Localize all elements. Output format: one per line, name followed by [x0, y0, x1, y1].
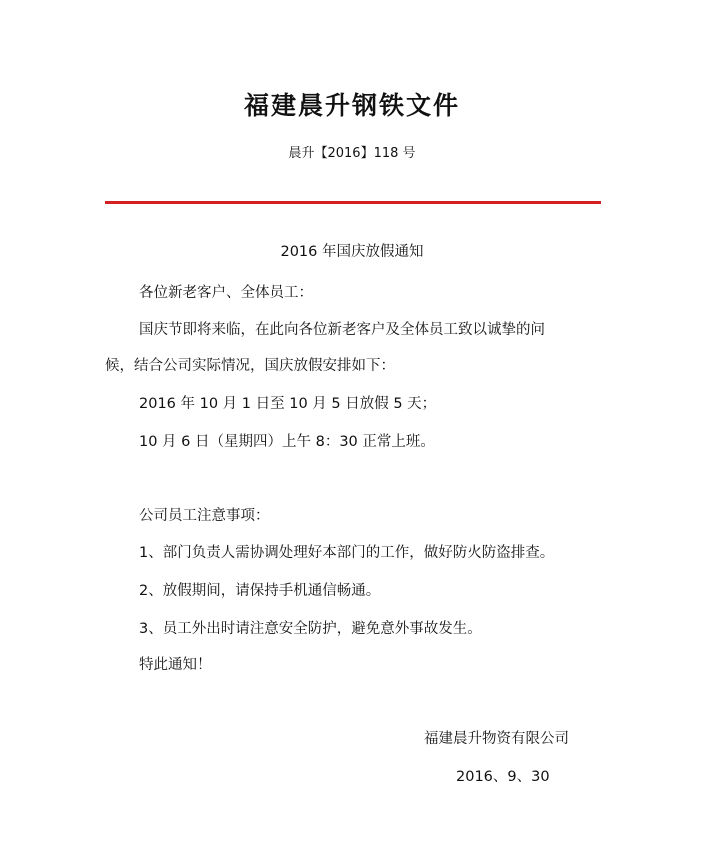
note-item-2: 2、放假期间，请保持手机通信畅通。: [139, 583, 381, 599]
intro-line-1: 国庆节即将来临，在此向各位新老客户及全体员工致以诚挚的问: [139, 322, 545, 338]
closing-line: 特此通知！: [139, 657, 212, 673]
signature-date: 2016、9、30: [456, 769, 550, 785]
document-number: 晨升【2016】118 号: [288, 146, 416, 161]
document-title: 福建晨升钢铁文件: [243, 91, 460, 120]
red-divider: [105, 201, 601, 204]
notice-title: 2016 年国庆放假通知: [280, 244, 424, 260]
note-item-3: 3、员工外出时请注意安全防护，避免意外事故发生。: [139, 621, 482, 637]
note-item-1: 1、部门负责人需协调处理好本部门的工作，做好防火防盗排查。: [139, 545, 555, 561]
intro-line-2: 候，结合公司实际情况，国庆放假安排如下：: [105, 358, 395, 374]
schedule-line-2: 10 月 6 日（星期四）上午 8：30 正常上班。: [139, 434, 435, 450]
notes-heading: 公司员工注意事项：: [139, 508, 270, 524]
schedule-line-1: 2016 年 10 月 1 日至 10 月 5 日放假 5 天；: [139, 396, 437, 412]
signature-company: 福建晨升物资有限公司: [424, 731, 569, 747]
salutation: 各位新老客户、全体员工：: [139, 285, 313, 301]
